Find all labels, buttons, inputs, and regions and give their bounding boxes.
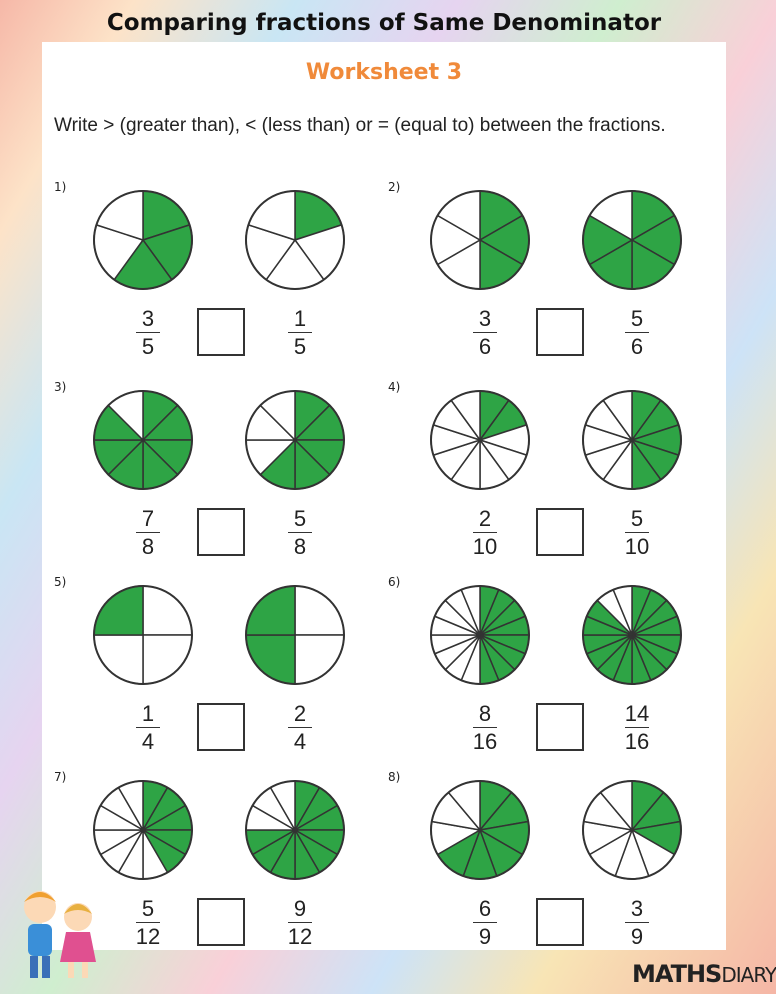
numerator: 1 [293,306,307,331]
numerator: 5 [293,506,307,531]
denominator: 4 [293,729,307,754]
fraction-circle [94,781,192,879]
problem-number: 1) [54,180,67,194]
numerator: 3 [478,306,492,331]
worksheet-title: Worksheet 3 [305,60,463,85]
numerator: 5 [630,306,644,331]
problem-number: 5) [54,575,67,589]
numerator: 7 [141,506,155,531]
denominator: 6 [630,334,644,359]
numerator: 3 [630,896,644,921]
fraction-circle [246,781,344,879]
numerator: 9 [293,896,307,921]
fraction-circles [42,42,726,950]
denominator: 5 [293,334,307,359]
fraction-circle [94,586,192,684]
numerator: 8 [478,701,492,726]
denominator: 8 [293,534,307,559]
fraction-circle [94,391,192,489]
numerator: 5 [141,896,155,921]
numerator: 2 [478,506,492,531]
denominator: 10 [472,534,498,559]
denominator: 12 [135,924,161,949]
denominator: 16 [472,729,498,754]
fraction-circle [94,191,192,289]
fraction-circle [583,391,681,489]
fraction-circle [583,781,681,879]
denominator: 4 [141,729,155,754]
numerator: 14 [624,701,650,726]
denominator: 10 [624,534,650,559]
numerator: 3 [141,306,155,331]
denominator: 6 [478,334,492,359]
problem-number: 6) [388,575,401,589]
fraction-circle [431,586,529,684]
problem-number: 7) [54,770,67,784]
problem-number: 4) [388,380,401,394]
fraction-circle [431,781,529,879]
worksheet [42,42,776,988]
denominator: 9 [478,924,492,949]
fraction-circle [246,191,344,289]
kids-illustration [10,882,105,982]
problem-number: 2) [388,180,401,194]
fraction-circle [431,391,529,489]
problem-number: 8) [388,770,401,784]
denominator: 8 [141,534,155,559]
denominator: 5 [141,334,155,359]
numerator: 5 [630,506,644,531]
fraction-circle [246,586,344,684]
instructions: Write > (greater than), < (less than) or = (equal to) between the fractions. [54,115,666,136]
fraction-circle [431,191,529,289]
numerator: 1 [141,701,155,726]
page-title: Comparing fractions of Same Denominator [106,10,662,36]
fraction-circle [583,586,681,684]
numerator: 6 [478,896,492,921]
denominator: 12 [287,924,313,949]
fraction-circle [583,191,681,289]
problem-number: 3) [54,380,67,394]
numerator: 2 [293,701,307,726]
denominator: 9 [630,924,644,949]
denominator: 16 [624,729,650,754]
mathsdiary-logo: MATHSDIARY [632,960,776,988]
fraction-circle [246,391,344,489]
